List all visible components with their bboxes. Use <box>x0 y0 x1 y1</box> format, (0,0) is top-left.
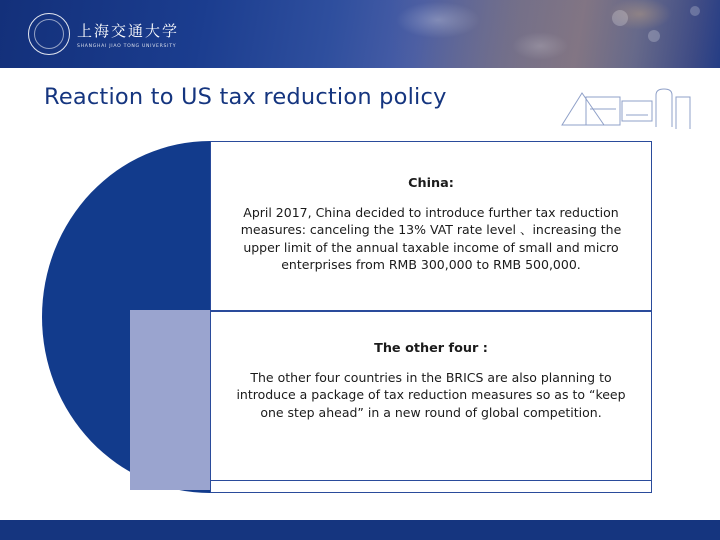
logo-name-cn: 上海交通大学 <box>77 21 180 40</box>
card-content <box>211 312 651 421</box>
card-heading: The other four : <box>374 341 488 356</box>
card-content <box>211 142 651 274</box>
university-logo <box>28 8 188 60</box>
content-card-china <box>210 141 652 311</box>
header-banner <box>0 0 720 68</box>
banner-photo-overlay <box>390 0 720 68</box>
banner-bokeh-dot <box>612 10 628 26</box>
decorative-block-light <box>130 310 210 490</box>
footer-bar <box>0 520 720 540</box>
card-body: The other four countries in the BRICS are also planning to introduce a package of tax reduction measures so as to “keep one step ahead” in a new round of global competition. <box>236 369 626 420</box>
card-heading: China: <box>408 176 454 191</box>
content-card-footer-strip <box>210 481 652 493</box>
page-title: Reaction to US tax reduction policy <box>44 84 447 110</box>
content-card-other-four <box>210 311 652 481</box>
banner-bokeh-dot <box>648 30 660 42</box>
logo-seal-icon <box>28 13 70 55</box>
decorative-outline-graphic <box>560 85 692 131</box>
card-body: April 2017, China decided to introduce further tax reduction measures: canceling the 13% VAT rate level 、increasing the upper limit of the annual taxable income of small and micro enterprises from RMB 300,000 to RMB 500,000. <box>240 204 622 272</box>
logo-text <box>77 20 179 49</box>
logo-name-en: SHANGHAI JIAO TONG UNIVERSITY <box>77 43 177 49</box>
banner-bokeh-dot <box>690 6 700 16</box>
